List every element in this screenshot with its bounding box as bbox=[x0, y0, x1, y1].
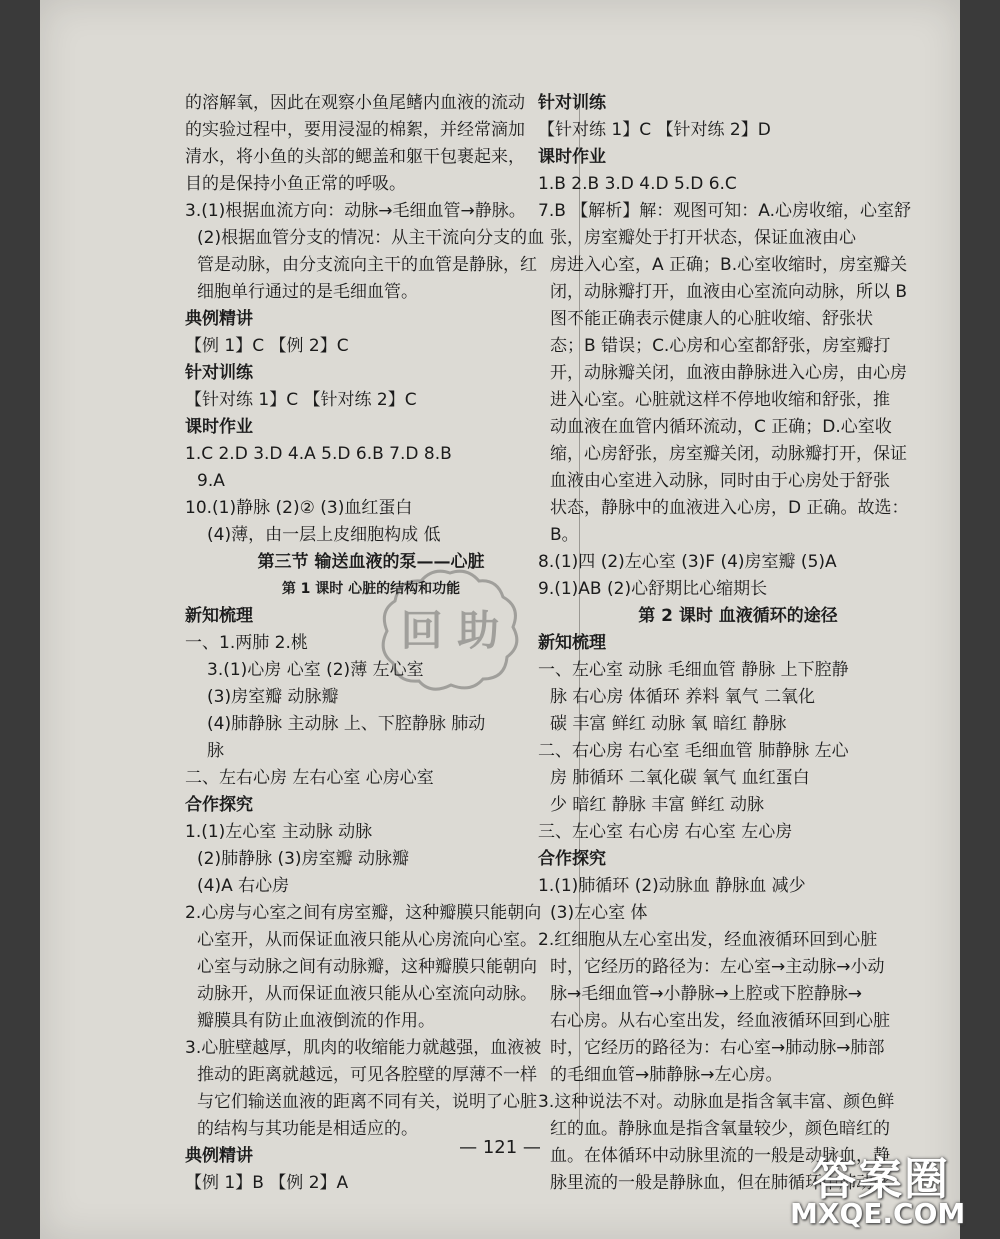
section-heading: 合作探究 bbox=[538, 849, 606, 869]
answer-line: 8.(1)四 (2)左心室 (3)F (4)房室瓣 (5)A bbox=[538, 552, 837, 572]
answer-line: (4)A 右心房 bbox=[197, 876, 290, 896]
answer-line: 碳 丰富 鲜红 动脉 氧 暗红 静脉 bbox=[550, 714, 787, 734]
text-line: 状态，静脉中的血液进入心房，D 正确。故选： bbox=[550, 498, 909, 518]
text-line: 瓣膜具有防止血液倒流的作用。 bbox=[197, 1011, 435, 1031]
answer-line: 三、左心室 右心房 右心室 左心房 bbox=[538, 822, 793, 842]
text-line: 时，它经历的路径为：左心室→主动脉→小动 bbox=[550, 957, 885, 977]
answer-line: 二、左右心房 左右心室 心房心室 bbox=[185, 768, 434, 788]
answer-line: (2)肺静脉 (3)房室瓣 动脉瓣 bbox=[197, 849, 409, 869]
answer-line: 10.(1)静脉 (2)② (3)血红蛋白 bbox=[185, 498, 413, 518]
text-line: 清水，将小鱼的头部的鳃盖和躯干包裹起来， bbox=[185, 147, 525, 167]
text-line: 细胞单行通过的是毛细血管。 bbox=[197, 282, 418, 302]
section-heading: 新知梳理 bbox=[185, 606, 253, 626]
answer-line: 9.A bbox=[197, 471, 225, 491]
text-line: 脉里流的一般是静脉血，但在肺循环中肺动脉 bbox=[550, 1173, 890, 1193]
text-line: 3.这种说法不对。动脉血是指含氧丰富、颜色鲜 bbox=[538, 1092, 895, 1112]
text-line: 与它们输送血液的距离不同有关，说明了心脏 bbox=[197, 1092, 537, 1112]
section-heading: 课时作业 bbox=[185, 417, 253, 437]
text-line: 张，房室瓣处于打开状态，保证血液由心 bbox=[550, 228, 856, 248]
chapter-title: 第三节 输送血液的泵——心脏 bbox=[257, 552, 485, 572]
text-line: 的结构与其功能是相适应的。 bbox=[197, 1119, 418, 1139]
text-line: 2.心房与心室之间有房室瓣，这种瓣膜只能朝向 bbox=[185, 903, 542, 923]
answer-line: (4)薄，由一层上皮细胞构成 低 bbox=[207, 525, 441, 545]
text-line: 图不能正确表示健康人的心脏收缩、舒张状 bbox=[550, 309, 873, 329]
text-line: 3.(1)根据血流方向：动脉→毛细血管→静脉。 bbox=[185, 201, 526, 221]
lesson-title: 第 1 课时 心脏的结构和功能 bbox=[281, 581, 461, 597]
answer-line: 少 暗红 静脉 丰富 鲜红 动脉 bbox=[550, 795, 765, 815]
text-line: 红的血。静脉血是指含氧量较少，颜色暗红的 bbox=[550, 1119, 890, 1139]
text-line: 开，动脉瓣关闭，血液由静脉进入心房，由心房 bbox=[550, 363, 907, 383]
answer-line: 9.(1)AB (2)心舒期比心缩期长 bbox=[538, 579, 768, 599]
text-line: 目的是保持小鱼正常的呼吸。 bbox=[185, 174, 406, 194]
text-line: 态；B 错误；C.心房和心室都舒张，房室瓣打 bbox=[550, 336, 891, 356]
text-line: 血。在体循环中动脉里流的一般是动脉血，静 bbox=[550, 1146, 890, 1166]
text-line: 动脉开，从而保证血液只能从心室流向动脉。 bbox=[197, 984, 537, 1004]
answer-line: (3)左心室 体 bbox=[550, 903, 648, 923]
right-column bbox=[538, 90, 938, 1197]
answer-line: 房 肺循环 二氧化碳 氧气 血红蛋白 bbox=[550, 768, 810, 788]
text-line: 闭，动脉瓣打开，血液由心室流向动脉，所以 B bbox=[550, 282, 908, 302]
section-heading: 新知梳理 bbox=[538, 633, 606, 653]
text-line: 房进入心室，A 正确；B.心室收缩时，房室瓣关 bbox=[550, 255, 908, 275]
answer-line: 【例 1】C 【例 2】C bbox=[185, 336, 349, 356]
watermark-en: MXQE.COM bbox=[790, 1197, 966, 1230]
answer-line: 1.B 2.B 3.D 4.D 5.D 6.C bbox=[538, 174, 737, 194]
answer-line: 3.(1)心房 心室 (2)薄 左心室 bbox=[207, 660, 424, 680]
text-line: 缩，心房舒张，房室瓣关闭，动脉瓣打开，保证 bbox=[550, 444, 907, 464]
answer-line: (3)房室瓣 动脉瓣 bbox=[207, 687, 339, 707]
text-line: 的毛细血管→肺静脉→左心房。 bbox=[550, 1065, 783, 1085]
answer-line: 【例 1】B 【例 2】A bbox=[185, 1173, 349, 1193]
text-line: 心室与动脉之间有动脉瓣，这种瓣膜只能朝向 bbox=[197, 957, 537, 977]
answer-line: (4)肺静脉 主动脉 上、下腔静脉 肺动 bbox=[207, 714, 486, 734]
answer-line: 1.(1)肺循环 (2)动脉血 静脉血 减少 bbox=[538, 876, 806, 896]
text-line: 进入心室。心脏就这样不停地收缩和舒张，推 bbox=[550, 390, 890, 410]
text-line: 管是动脉，由分支流向主干的血管是静脉，红 bbox=[197, 255, 537, 275]
answer-line: 【针对练 1】C 【针对练 2】C bbox=[185, 390, 417, 410]
text-line: (2)根据血管分支的情况：从主干流向分支的血 bbox=[197, 228, 545, 248]
watermark-logo bbox=[790, 1135, 990, 1235]
text-line: 推动的距离就越远，可见各腔壁的厚薄不一样 bbox=[197, 1065, 537, 1085]
text-line: 的实验过程中，要用浸湿的棉絮，并经常滴加 bbox=[185, 120, 525, 140]
text-line: 7.B 【解析】解：观图可知：A.心房收缩，心室舒 bbox=[538, 201, 912, 221]
stamp-text: 回 助 bbox=[400, 606, 500, 655]
section-heading: 合作探究 bbox=[185, 795, 253, 815]
answer-line: 【针对练 1】C 【针对练 2】D bbox=[538, 120, 771, 140]
answer-line: 二、右心房 右心室 毛细血管 肺静脉 左心 bbox=[538, 741, 849, 761]
text-line: 动血液在血管内循环流动，C 正确；D.心室收 bbox=[550, 417, 892, 437]
text-line: 血液由心室进入动脉，同时由于心房处于舒张 bbox=[550, 471, 890, 491]
answer-line: 一、1.两肺 2.桃 bbox=[185, 633, 308, 653]
answer-line: 一、左心室 动脉 毛细血管 静脉 上下腔静 bbox=[538, 660, 849, 680]
answer-line: 1.C 2.D 3.D 4.A 5.D 6.B 7.D 8.B bbox=[185, 444, 452, 464]
section-heading: 针对训练 bbox=[538, 93, 606, 113]
text-line: 时，它经历的路径为：右心室→肺动脉→肺部 bbox=[550, 1038, 885, 1058]
answer-line: 1.(1)左心室 主动脉 动脉 bbox=[185, 822, 373, 842]
watermark-cn: 答案圈 bbox=[812, 1154, 950, 1205]
answer-line: 脉 右心房 体循环 养料 氧气 二氧化 bbox=[550, 687, 816, 707]
text-line: 3.心脏壁越厚，肌肉的收缩能力就越强，血液被 bbox=[185, 1038, 542, 1058]
section-heading: 针对训练 bbox=[185, 363, 253, 383]
lesson-title: 第 2 课时 血液循环的途径 bbox=[638, 606, 838, 626]
stamp-seal bbox=[375, 565, 525, 695]
section-heading: 课时作业 bbox=[538, 147, 606, 167]
text-line: 的溶解氧，因此在观察小鱼尾鳍内血液的流动 bbox=[185, 93, 525, 113]
text-line: B。 bbox=[550, 525, 579, 545]
answer-line: 脉 bbox=[207, 741, 224, 761]
text-line: 心室开，从而保证血液只能从心房流向心室。 bbox=[197, 930, 537, 950]
text-line: 右心房。从右心室出发，经血液循环回到心脏 bbox=[550, 1011, 890, 1031]
section-heading: 典例精讲 bbox=[185, 309, 253, 329]
section-heading: 典例精讲 bbox=[185, 1146, 253, 1166]
text-line: 脉→毛细血管→小静脉→上腔或下腔静脉→ bbox=[550, 984, 862, 1004]
text-line: 2.红细胞从左心室出发，经血液循环回到心脏 bbox=[538, 930, 878, 950]
page-number: — 121 — bbox=[459, 1137, 541, 1158]
